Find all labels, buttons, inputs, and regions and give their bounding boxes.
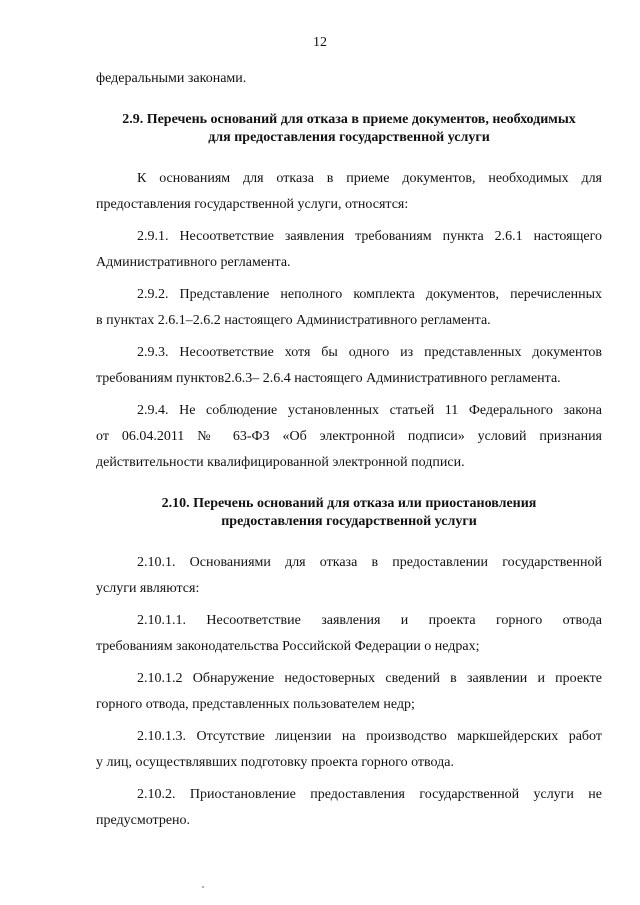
scan-speck [202, 886, 204, 888]
paragraph-2-10-2-line-2: предусмотрено. [96, 813, 191, 828]
paragraph-2-9-4-line-2: от 06.04.2011 № 63-ФЗ «Об электронной подписи» условий признания [96, 429, 602, 444]
paragraph-2-10-2 [96, 782, 602, 834]
section-2-10-heading-line-1: 2.10. Перечень оснований для отказа или приостановления [161, 496, 537, 511]
paragraph-2-9-1-line-1: 2.9.1. Несоответствие заявления требованиям пункта 2.6.1 настоящего [137, 229, 602, 244]
paragraph-2-9-3-line-2: требованиям пунктов2.6.3– 2.6.4 настоящего Административного регламента. [96, 371, 561, 386]
paragraph-2-10-1-3 [96, 724, 602, 776]
paragraph-2-9-4-line-3: действительности квалифицированной электронной подписи. [96, 455, 465, 470]
section-2-9-lead-line-2: предоставления государственной услуги, относятся: [96, 197, 409, 212]
paragraph-2-10-1-1-line-2: требованиям законодательства Российской Федерации о недрах; [96, 639, 480, 654]
paragraph-2-10-1-1-line-1: 2.10.1.1. Несоответствие заявления и проекта горного отвода [137, 613, 602, 628]
paragraph-2-9-2 [96, 282, 602, 334]
paragraph-2-10-1-line-2: услуги являются: [96, 581, 200, 596]
section-2-10-heading [96, 495, 602, 531]
paragraph-2-10-1-2 [96, 666, 602, 718]
paragraph-2-10-1-3-line-2: у лиц, осуществлявших подготовку проекта горного отвода. [96, 755, 454, 770]
document-body [96, 66, 602, 834]
paragraph-2-9-3-line-1: 2.9.3. Несоответствие хотя бы одного из представленных документов [137, 345, 602, 360]
paragraph-2-10-1-1 [96, 608, 602, 660]
paragraph-2-10-2-line-1: 2.10.2. Приостановление предоставления государственной услуги не [137, 787, 602, 802]
section-2-9-heading-line-1: 2.9. Перечень оснований для отказа в приеме документов, необходимых [122, 112, 576, 127]
section-2-9-lead-line-1: К основаниям для отказа в приеме документов, необходимых для [137, 171, 602, 186]
paragraph-2-10-1-line-1: 2.10.1. Основаниями для отказа в предоставлении государственной [137, 555, 602, 570]
paragraph-2-9-1 [96, 224, 602, 276]
page-number: 12 [313, 35, 327, 50]
paragraph-2-9-4 [96, 398, 602, 476]
paragraph-2-9-3 [96, 340, 602, 392]
paragraph-2-9-4-line-1: 2.9.4. Не соблюдение установленных статьей 11 Федерального закона [137, 403, 602, 418]
intro-line: федеральными законами. [96, 71, 247, 86]
paragraph-2-10-1 [96, 550, 602, 602]
paragraph-2-10-1-2-line-1: 2.10.1.2 Обнаружение недостоверных сведений в заявлении и проекте [137, 671, 602, 686]
section-2-9-heading-line-2: для предоставления государственной услуги [208, 130, 490, 145]
paragraph-2-9-2-line-2: в пунктах 2.6.1–2.6.2 настоящего Административного регламента. [96, 313, 491, 328]
section-2-9-heading [96, 111, 602, 147]
section-2-9-lead-paragraph [96, 166, 602, 218]
paragraph-2-9-1-line-2: Административного регламента. [96, 255, 291, 270]
paragraph-2-10-1-2-line-2: горного отвода, представленных пользователем недр; [96, 697, 415, 712]
paragraph-2-9-2-line-1: 2.9.2. Представление неполного комплекта документов, перечисленных [137, 287, 602, 302]
section-2-10-heading-line-2: предоставления государственной услуги [221, 514, 477, 529]
paragraph-2-10-1-3-line-1: 2.10.1.3. Отсутствие лицензии на производство маркшейдерских работ [137, 729, 602, 744]
